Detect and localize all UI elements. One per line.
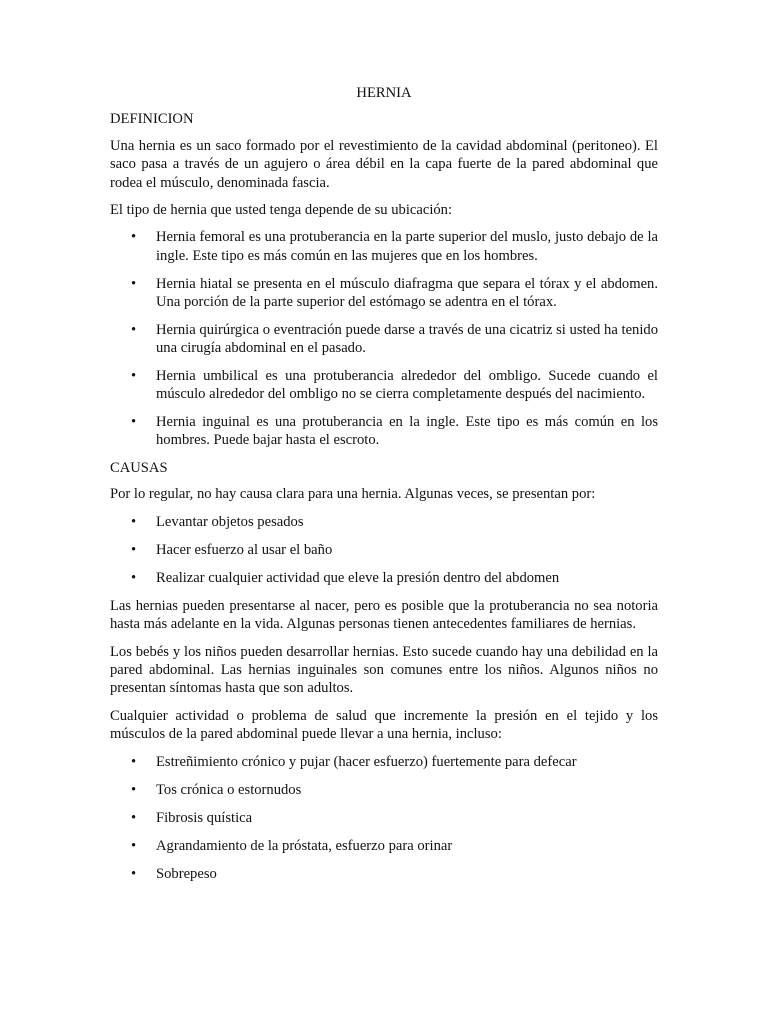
document-title: HERNIA xyxy=(356,85,412,101)
document-page xyxy=(110,84,658,893)
list-item-text: Hernia hiatal se presenta en el músculo diafragma que separa el tórax y el abdomen. Una porción de la parte superior del estómago se adentra en el tórax. xyxy=(156,275,658,310)
list-item xyxy=(110,753,658,771)
list-item xyxy=(110,321,658,358)
list-item-text: Levantar objetos pesados xyxy=(156,513,304,530)
bullet-icon: • xyxy=(131,275,137,292)
bullet-icon: • xyxy=(131,541,137,558)
activity-paragraph: Cualquier actividad o problema de salud que incremente la presión en el tejido y los músculos de la pared abdominal puede llevar a una hernia, incluso: xyxy=(110,707,658,743)
bullet-icon: • xyxy=(131,413,137,430)
conditions-list xyxy=(110,753,658,883)
causes-heading: CAUSAS xyxy=(110,459,168,476)
list-item xyxy=(110,541,658,559)
bullet-icon: • xyxy=(131,753,137,770)
list-item xyxy=(110,865,658,883)
list-item xyxy=(110,275,658,312)
list-item xyxy=(110,513,658,531)
list-item-text: Tos crónica o estornudos xyxy=(156,781,302,798)
list-item-text: Hernia inguinal es una protuberancia en la ingle. Este tipo es más común en los hombres. Puede bajar hasta el escroto. xyxy=(156,413,658,449)
definition-heading: DEFINICION xyxy=(110,111,194,128)
bullet-icon: • xyxy=(131,513,137,530)
list-item xyxy=(110,837,658,855)
list-item-text: Realizar cualquier actividad que eleve la presión dentro del abdomen xyxy=(156,569,560,586)
hernia-types-list xyxy=(110,228,658,449)
list-item-text: Fibrosis quística xyxy=(156,809,253,826)
list-item-text: Sobrepeso xyxy=(156,865,217,882)
bullet-icon: • xyxy=(131,781,137,798)
causes-list xyxy=(110,513,658,587)
types-intro-paragraph: El tipo de hernia que usted tenga depende de su ubicación: xyxy=(110,202,453,219)
definition-paragraph: Una hernia es un saco formado por el revestimiento de la cavidad abdominal (peritoneo). El saco pasa a través de un agujero o área débil en la capa fuerte de la pared abdominal que rodea el músculo, denominada fascia. xyxy=(110,137,658,191)
list-item-text: Estreñimiento crónico y pujar (hacer esfuerzo) fuertemente para defecar xyxy=(156,753,577,770)
list-item xyxy=(110,367,658,404)
birth-paragraph: Las hernias pueden presentarse al nacer, pero es posible que la protuberancia no sea notoria hasta más adelante en la vida. Algunas personas tienen antecedentes familiares de hernias. xyxy=(110,597,658,633)
causes-intro-paragraph: Por lo regular, no hay causa clara para una hernia. Algunas veces, se presentan por: xyxy=(110,486,596,503)
bullet-icon: • xyxy=(131,837,137,854)
bullet-icon: • xyxy=(131,569,137,586)
list-item-text: Hacer esfuerzo al usar el baño xyxy=(156,541,333,558)
bullet-icon: • xyxy=(131,865,137,882)
bullet-icon: • xyxy=(131,809,137,826)
list-item-text: Hernia femoral es una protuberancia en la parte superior del muslo, justo debajo de la ingle. Este tipo es más común en las mujeres que en los hombres. xyxy=(156,229,658,264)
list-item xyxy=(110,569,658,587)
list-item xyxy=(110,413,658,450)
list-item-text: Hernia umbilical es una protuberancia alrededor del ombligo. Sucede cuando el músculo alrededor del ombligo no se cierra completamente después del nacimiento. xyxy=(156,367,658,403)
bullet-icon: • xyxy=(131,229,137,246)
bullet-icon: • xyxy=(131,367,137,384)
list-item-text: Hernia quirúrgica o eventración puede darse a través de una cicatriz si usted ha tenido una cirugía abdominal en el pasado. xyxy=(156,321,658,357)
list-item xyxy=(110,809,658,827)
list-item-text: Agrandamiento de la próstata, esfuerzo para orinar xyxy=(156,837,453,854)
bullet-icon: • xyxy=(131,321,137,338)
list-item xyxy=(110,781,658,799)
list-item xyxy=(110,228,658,265)
children-paragraph: Los bebés y los niños pueden desarrollar hernias. Esto sucede cuando hay una debilidad en la pared abdominal. Las hernias inguinales son comunes entre los niños. Algunos niños no presentan síntomas hasta que son adultos. xyxy=(110,643,658,697)
